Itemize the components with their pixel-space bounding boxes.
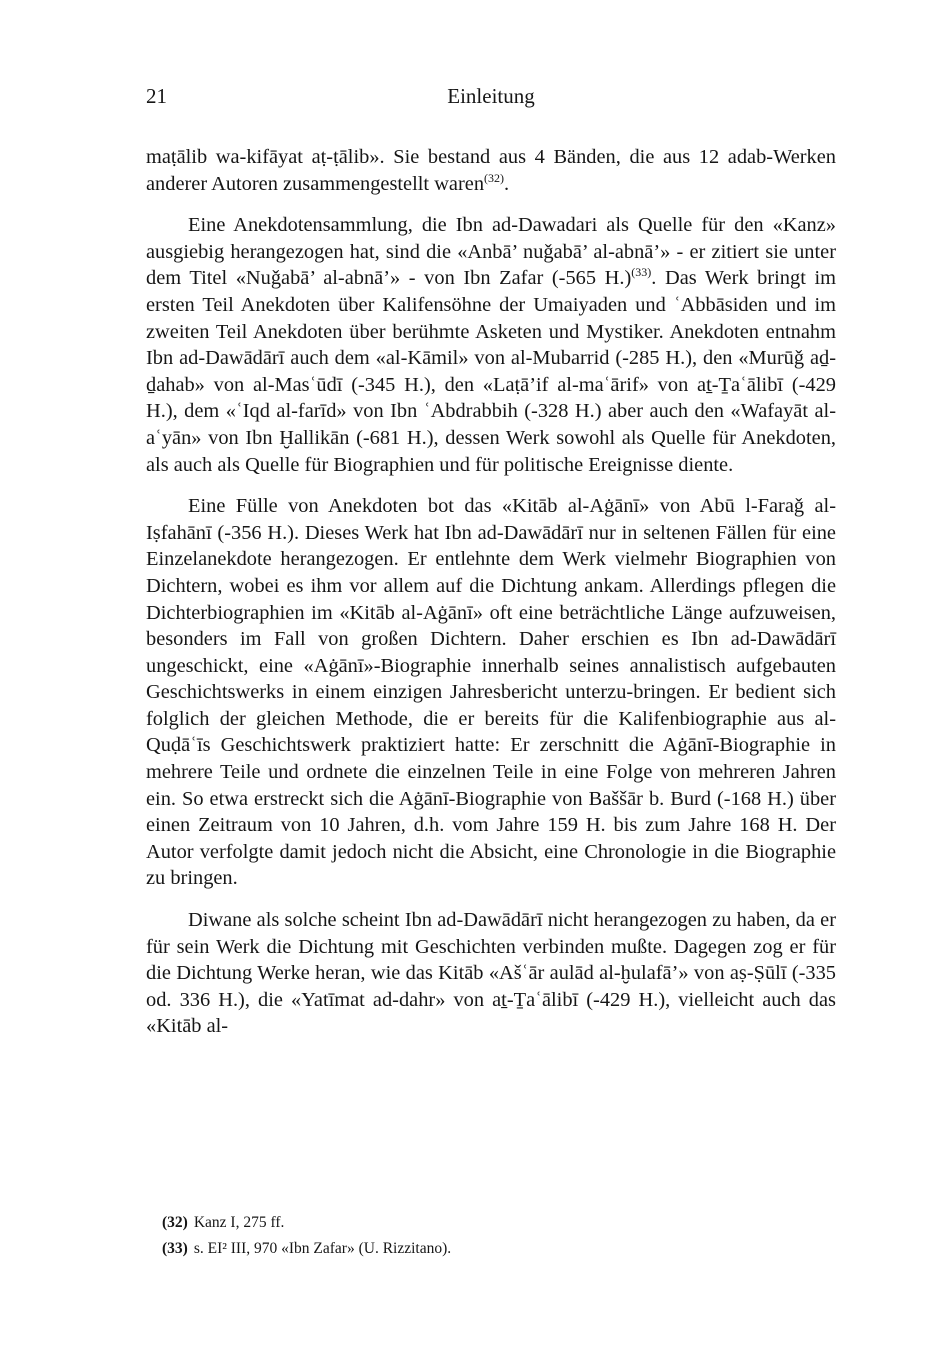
paragraph-1: maṭālib wa-kifāyat aṭ-ṭālib». Sie bestand aus 4 Bänden, die aus 12 adab-Werken anderer Autoren zusammengestellt waren$^{(32)}$. (146, 146, 836, 195)
running-title: Einleitung (447, 84, 535, 108)
footnote-text: s. EI² III, 970 «Ibn Zafar» (U. Rizzitano). (193, 1240, 452, 1257)
footnote-ref-33: (33) (631, 265, 652, 280)
footnote-32 (162, 1210, 822, 1236)
footnote-number: (33) (162, 1240, 188, 1257)
page-header (146, 84, 836, 112)
footnote-text: Kanz I, 275 ff. (193, 1214, 285, 1231)
paragraph-2: Eine Anekdotensammlung, die Ibn ad-Dawadari als Quelle für den «Kanz» ausgiebig herangezogen hat, sind die «Anbā’ nuǧabā’ al-abnā’» - er zitiert sie unter dem Titel «Nuǧabā’ al-abnā’» - von Ibn Zafar (-565 H.)$^{(33)}$. Das Werk bringt im ersten Teil Anekdoten über Kalifensöhne der Umaiyaden und ʿAbbāsiden und im zweiten Teil Anekdoten über berühmte Asketen und Mystiker. Anekdoten entnahm Ibn ad-Dawādārī auch dem «al-Kāmil» von al-Mubarrid (-285 H.), den «Murūǧ aḏ-ḏahab» von al-Masʿūdī (-345 H.), den «Laṭā’if al-maʿārif» von aṯ-Ṯaʿālibī (-429 H.), dem «ʿIqd al-farīd» von Ibn ʿAbdrabbih (-328 H.) aber auch den «Wafayāt al-aʿyān» von Ibn Ḫallikān (-681 H.), dessen Werk sowohl als Quelle für Anekdoten, als auch als Quelle für Biographien und für politische Ereignisse diente. (146, 214, 836, 476)
footnotes (162, 1210, 822, 1262)
paragraph-3: Eine Fülle von Anekdoten bot das «Kitāb al-Aġānī» von Abū l-Faraǧ al-Iṣfahānī (-356 H.). Dieses Werk hat Ibn ad-Dawādārī nur in seltenen Fällen für eine Einzelanekdote herangezogen. Er entlehnte dem Werk vielmehr Biographien von Dichtern, wobei es ihm vor allem auf die Dichtung ankam. Allerdings pflegen die Dichterbiographien im «Kitāb al-Aġānī» oft eine beträchtliche Länge aufzuweisen, besonders im Fall von großen Dichtern. Daher erschien es Ibn ad-Dawādārī ungeschickt, eine «Aġānī»-Biographie innerhalb seines annalistisch aufgebauten Geschichtswerks in einem einzigen Jahresbericht unterzu-bringen. Er bedient sich folglich der gleichen Methode, die er bereits für die Kalifenbiographie aus al-Quḍāʿīs Geschichtswerk praktiziert hatte: Er zerschnitt die Aġānī-Biographie in mehrere Teile und ordnete die einzelnen Teile in eine Folge von mehreren Jahren ein. So etwa erstreckt sich die Aġānī-Biographie von Baššār b. Burd (-168 H.) über einen Zeitraum von 10 Jahren, d.h. vom Jahre 159 H. bis zum Jahre 168 H. Der Autor verfolgte damit jedoch nicht die Absicht, eine Chronologie in die Biographie zu bringen. (146, 495, 836, 890)
paragraph-4: Diwane als solche scheint Ibn ad-Dawādārī nicht herangezogen zu haben, da er für sein Werk die Dichtung mit Geschichten verbinden mußte. Dagegen zog er für die Dichtung Werke heran, wie das Kitāb «Ašʿār aulād al-ḫulafā’» von aṣ-Ṣūlī (-335 od. 336 H.), die «Yatīmat ad-dahr» von aṯ-Ṯaʿālibī (-429 H.), vielleicht auch das «Kitāb al- (146, 909, 836, 1038)
footnote-33 (162, 1236, 822, 1262)
footnote-number: (32) (162, 1214, 188, 1231)
page-number: 21 (146, 84, 167, 108)
body-text (146, 144, 836, 1055)
footnote-ref-32: (32) (484, 170, 505, 185)
